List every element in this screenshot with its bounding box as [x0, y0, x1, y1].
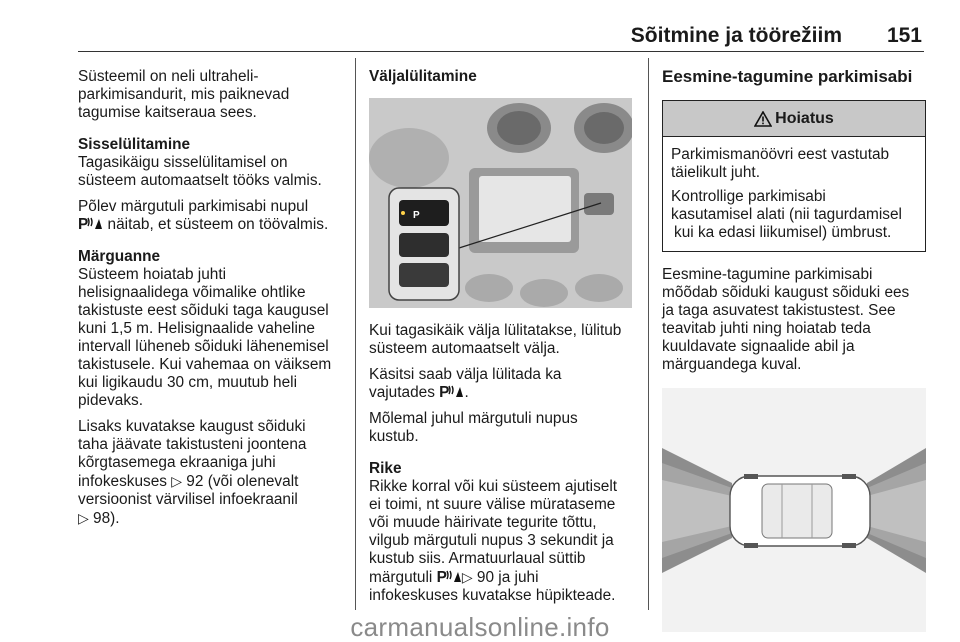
warning-header [663, 101, 925, 137]
ref-line-1-page: 92 (või olenevalt [182, 473, 299, 490]
car-sensor-zones-illustration [662, 388, 926, 632]
ref-line-3-page: 98). [88, 510, 120, 527]
parking-sensor-icon: P [439, 384, 449, 401]
fault-line-6-text: märgutuli [369, 569, 437, 586]
both-line-2: kustub. [369, 428, 419, 445]
body-line-4: teavitab juhti ning hoiatab teda [662, 320, 871, 337]
column-divider-1 [355, 58, 356, 610]
warning-triangle-icon [754, 111, 772, 127]
page-header [78, 22, 924, 52]
signal-line-5: intervall lüheneb sõiduki lähenemisel [78, 338, 329, 355]
signal-line-8: pidevaks. [78, 392, 144, 409]
manual-line-2-text: vajutades [369, 384, 440, 401]
page-ref-arrow-icon[interactable]: ▷ [461, 569, 473, 585]
signal-heading: Märguanne [78, 248, 161, 265]
column-2 [369, 68, 637, 605]
body-line-1: Eesmine-tagumine parkimisabi [662, 266, 873, 283]
ref-line-1 [78, 472, 350, 491]
page-ref-arrow-icon[interactable]: ▷ [171, 473, 183, 489]
warning-title: Hoiatus [775, 109, 834, 127]
lamp-line-2-text: näitab, et süsteem on töövalmis. [103, 216, 329, 233]
signal-line-1: Süsteem hoiatab juhti [78, 266, 227, 283]
extra-line-2: taha jäävate takistusteni joontena [78, 436, 307, 453]
fault-line-1: Rikke korral või kui süsteem ajutiselt [369, 478, 618, 495]
warning-p1-line-1: Parkimismanöövri eest vastutab [671, 146, 890, 163]
manual-line-2-end: . [464, 384, 469, 401]
extra-line-3: kõrgtasemega ekraaniga juhi [78, 454, 276, 471]
lamp-line-2 [78, 216, 350, 234]
warning-p2-line-2: kasutamisel alati (nii tagurdamisel [671, 206, 902, 223]
section-title: Sõitmine ja töörežiim [630, 24, 842, 47]
warning-p2-line-3: kui ka edasi liikumisel) ümbrust. [674, 224, 892, 241]
warning-p1-line-2: täielikult juht. [671, 164, 760, 181]
fault-line-6 [369, 568, 637, 587]
fault-line-2: ei toimi, nt suure välise mürataseme [369, 496, 616, 513]
off-line-2: süsteem automaatselt välja. [369, 340, 560, 357]
fault-line-5: kustub siis. Armatuurlaual süttib [369, 550, 586, 567]
svg-text:P: P [413, 210, 420, 221]
on-heading: Sisselülitamine [78, 136, 191, 153]
body-line-6: märguandega kuval. [662, 356, 802, 373]
parking-sensor-icon: P [78, 216, 88, 233]
parking-waves-icon [448, 384, 464, 398]
intro-line-2: parkimisandurit, mis paiknevad [78, 86, 290, 103]
column-divider-2 [648, 58, 649, 610]
page-number: 151 [886, 24, 922, 47]
column-3 [662, 68, 926, 632]
body-line-2: mõõdab sõiduki kaugust sõiduki ees [662, 284, 910, 301]
column-1 [78, 68, 350, 528]
ref-line-1-text: infokeskuses [78, 473, 172, 490]
signal-line-3: takistuste eest sõiduki taga kaugusel [78, 302, 329, 319]
intro-line-1: Süsteemil on neli ultraheli- [78, 68, 259, 85]
body-line-3: ja taga asuvatest takistustest. See [662, 302, 896, 319]
manual-line-1: Käsitsi saab välja lülitada ka [369, 366, 562, 383]
intro-line-3: tagumise kaitseraua sees. [78, 104, 257, 121]
warning-p2-line-1: Kontrollige parkimisabi [671, 188, 826, 205]
fault-line-4: vilgub märgutuli nupus 3 sekundit ja [369, 532, 614, 549]
signal-line-4: kuni 1,5 m. Helisignaalide vaheline [78, 320, 315, 337]
fault-line-3: või muude häirivate tegurite tõttu, [369, 514, 597, 531]
manual-line-2 [369, 384, 637, 402]
parking-waves-icon [87, 216, 103, 230]
watermark: carmanualsonline.info [350, 612, 610, 642]
dashboard-photo [369, 98, 632, 308]
lamp-line-1: Põlev märgutuli parkimisabi nupul [78, 198, 309, 215]
body-line-5: kuuldavate signaalide abil ja [662, 338, 855, 355]
warning-box [662, 100, 926, 252]
off-line-1: Kui tagasikäik välja lülitatakse, lülitub [369, 322, 622, 339]
on-line-2: süsteem automaatselt tööks valmis. [78, 172, 322, 189]
ref-line-3 [78, 509, 350, 528]
fault-line-7: infokeskuses kuvatakse hüpikteade. [369, 587, 616, 604]
signal-line-7: kui ligikaudu 30 cm, muutub heli [78, 374, 298, 391]
on-line-1: Tagasikäigu sisselülitamisel on [78, 154, 288, 171]
ref-line-2: versioonist värvilisel infoekraanil [78, 491, 298, 508]
both-line-1: Mõlemal juhul märgutuli nupus [369, 410, 578, 427]
parking-waves-icon [446, 569, 462, 583]
section-heading: Eesmine-tagumine parkimisabi [662, 67, 913, 86]
parking-sensor-icon: P [436, 569, 446, 586]
warning-body [663, 137, 925, 251]
signal-line-6: takistusele. Kui vahemaa on väiksem [78, 356, 332, 373]
fault-line-6-page: 90 ja juhi [472, 569, 539, 586]
off-heading: Väljalülitamine [369, 68, 477, 85]
extra-line-1: Lisaks kuvatakse kaugust sõiduki [78, 418, 306, 435]
page-ref-arrow-icon[interactable]: ▷ [78, 510, 89, 526]
parking-zones-diagram [662, 388, 926, 632]
dashboard-button-illustration [369, 98, 632, 308]
signal-line-2: helisignaalidega võimalike ohtlike [78, 284, 306, 301]
fault-heading: Rike [369, 460, 402, 477]
